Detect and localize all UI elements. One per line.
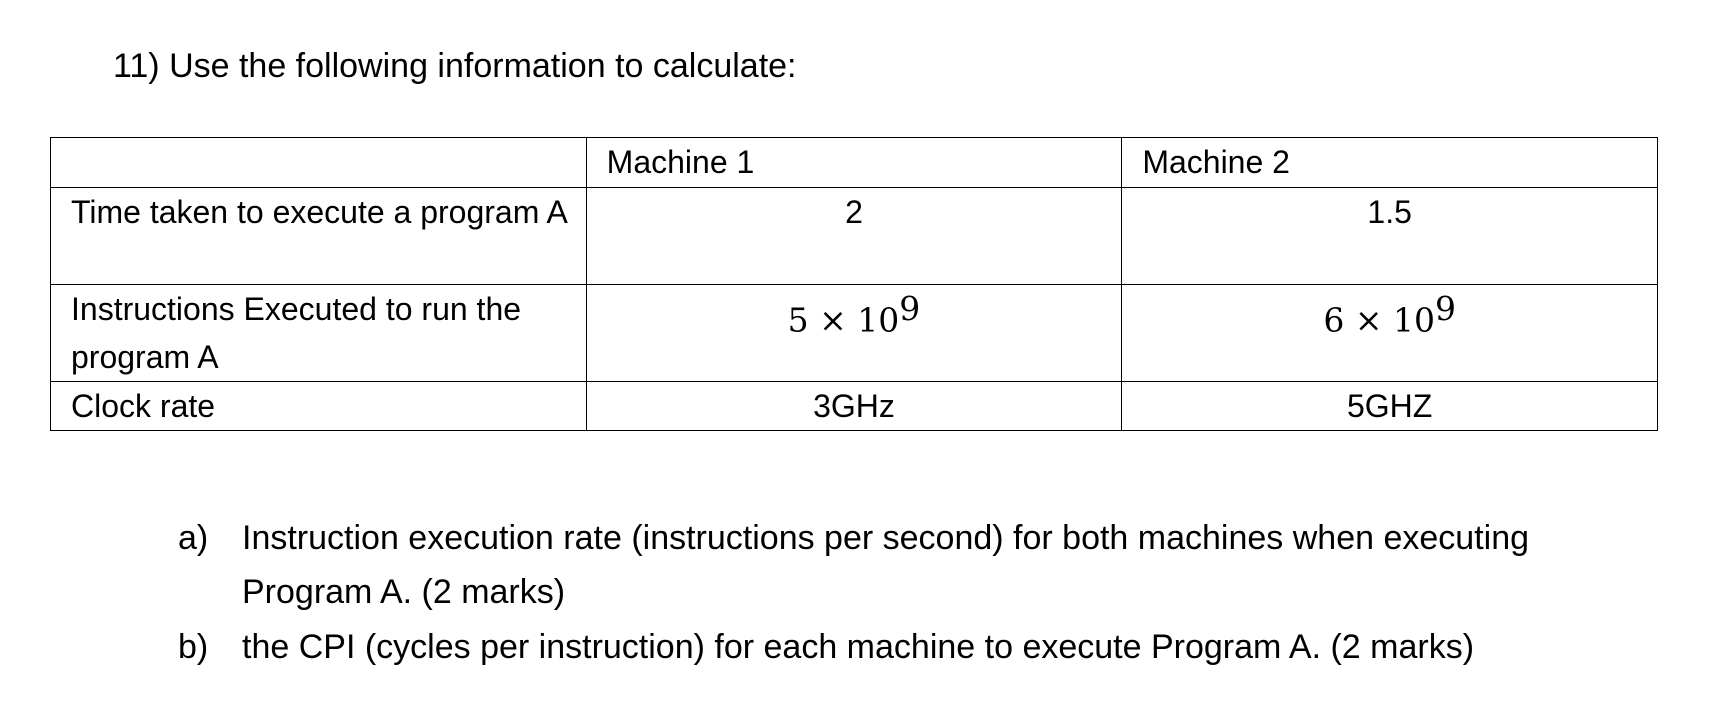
sub-question-list: [178, 511, 1658, 674]
sub-question-a-marker: a): [178, 519, 209, 557]
clock-rate-machine-1: 3GHz: [586, 382, 1122, 431]
sub-question-a: [178, 511, 1658, 619]
time-machine-2: 1.5: [1122, 188, 1658, 285]
sub-question-b-text: the CPI (cycles per instruction) for each machine to execute Program A. (2 marks): [242, 628, 1475, 666]
table-header-row: [51, 138, 1658, 188]
sub-question-b-marker: b): [178, 628, 209, 666]
time-machine-1: 2: [586, 188, 1122, 285]
clock-rate-machine-2: 5GHZ: [1122, 382, 1658, 431]
instructions-machine-1: [586, 285, 1122, 382]
instructions-machine-1-base: 5 × 10: [787, 300, 900, 340]
instructions-machine-1-exponent: 9: [899, 289, 921, 328]
machine-comparison-table: [50, 137, 1658, 431]
sub-question-a-text: Instruction execution rate (instructions per second) for both machines when executing Program A. (2 marks): [242, 519, 1530, 611]
header-cell-machine-2: Machine 2: [1122, 138, 1658, 188]
header-cell-machine-1: Machine 1: [586, 138, 1122, 188]
instructions-machine-2: [1122, 285, 1658, 382]
table-row-clock-rate: [51, 382, 1658, 431]
instructions-machine-2-exponent: 9: [1434, 289, 1456, 328]
sub-question-b: [178, 620, 1658, 674]
instructions-machine-2-base: 6 × 10: [1323, 300, 1435, 340]
row-label-clock-rate: Clock rate: [51, 382, 587, 431]
question-title: 11) Use the following information to calculate:: [113, 47, 797, 85]
header-cell-empty: [51, 138, 587, 188]
table-row-instructions: [51, 285, 1658, 382]
table-row-time: [51, 188, 1658, 285]
row-label-time: Time taken to execute a program A: [51, 188, 587, 285]
row-label-instructions: Instructions Executed to run the program A: [51, 285, 587, 382]
